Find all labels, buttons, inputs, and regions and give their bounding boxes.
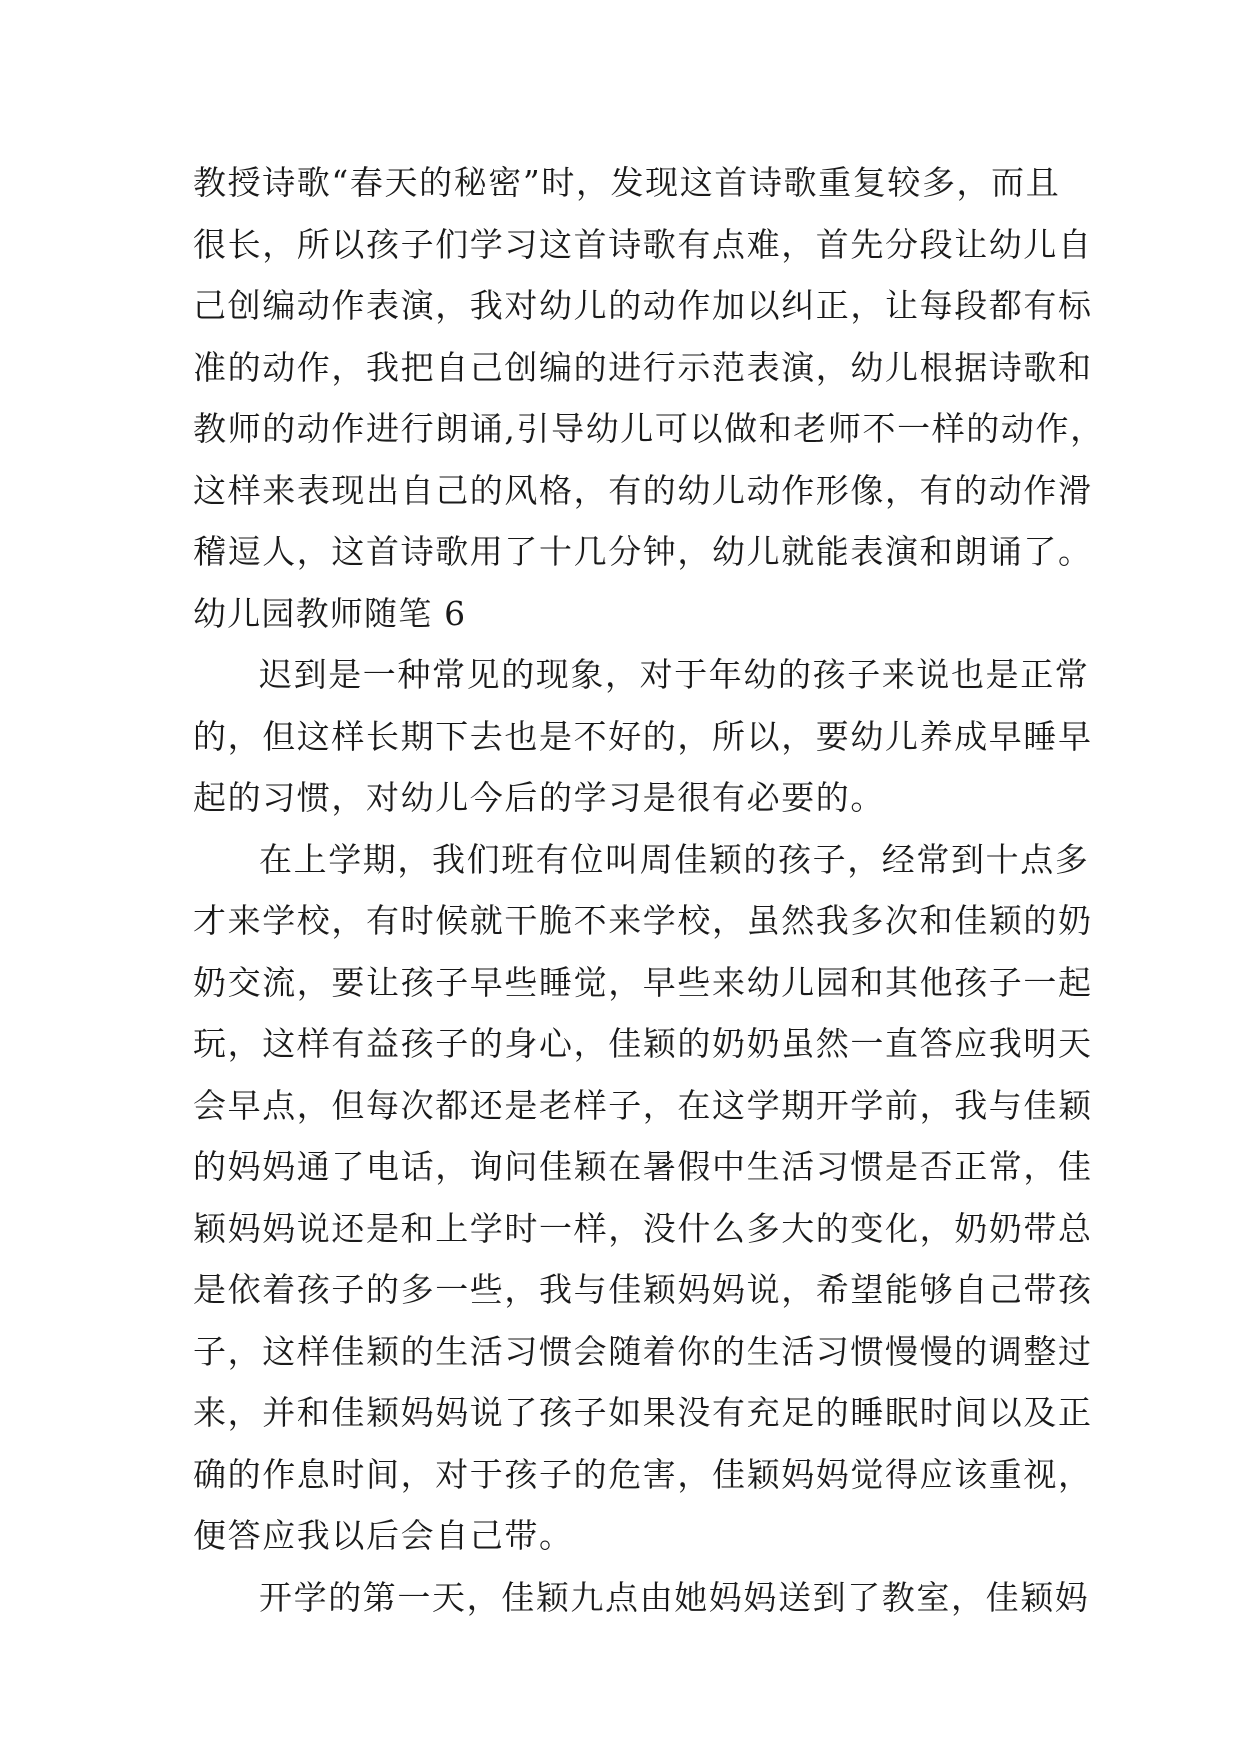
- text-line: 玩，这样有益孩子的身心，佳颖的奶奶虽然一直答应我明天: [193, 1024, 1093, 1063]
- text-line: 稽逗人，这首诗歌用了十几分钟，幼儿就能表演和朗诵了。: [193, 532, 1093, 571]
- text-line: 起的习惯，对幼儿今后的学习是很有必要的。: [193, 778, 885, 817]
- text-line: 教授诗歌“春天的秘密”时，发现这首诗歌重复较多，而且: [193, 163, 1061, 202]
- text-line: 己创编动作表演，我对幼儿的动作加以纠正，让每段都有标: [193, 286, 1093, 325]
- text-line: 的，但这样长期下去也是不好的，所以，要幼儿养成早睡早: [193, 716, 1093, 756]
- text-line: 开学的第一天，佳颖九点由她妈妈送到了教室，佳颖妈: [259, 1577, 1090, 1617]
- text-line: 很长，所以孩子们学习这首诗歌有点难，首先分段让幼儿自: [193, 224, 1093, 264]
- text-line: 颖妈妈说还是和上学时一样，没什么多大的变化，奶奶带总: [193, 1208, 1093, 1248]
- text-line: 来，并和佳颖妈妈说了孩子如果没有充足的睡眠时间以及正: [193, 1393, 1093, 1432]
- paragraph: [193, 829, 1093, 1567]
- text-line: 才来学校，有时候就干脆不来学校，虽然我多次和佳颖的奶: [193, 901, 1093, 940]
- text-line: 教师的动作进行朗诵,引导幼儿可以做和老师不一样的动作，: [193, 409, 1105, 448]
- document-body: [193, 152, 1105, 1628]
- heading-text: 幼儿园教师随笔 6: [193, 593, 467, 633]
- text-line: 便答应我以后会自己带。: [193, 1516, 574, 1555]
- text-line: 在上学期，我们班有位叫周佳颖的孩子，经常到十点多: [259, 839, 1090, 879]
- paragraph: [193, 644, 1093, 829]
- text-line: 确的作息时间，对于孩子的危害，佳颖妈妈觉得应该重视，: [193, 1454, 1093, 1494]
- text-line: 迟到是一种常见的现象，对于年幼的孩子来说也是正常: [259, 655, 1090, 694]
- text-line: 这样来表现出自己的风格，有的幼儿动作形像，有的动作滑: [193, 470, 1093, 510]
- text-line: 子，这样佳颖的生活习惯会随着你的生活习惯慢慢的调整过: [193, 1331, 1093, 1371]
- text-line: 会早点，但每次都还是老样子，在这学期开学前，我与佳颖: [193, 1085, 1093, 1125]
- text-line: 的妈妈通了电话，询问佳颖在暑假中生活习惯是否正常，佳: [193, 1147, 1093, 1186]
- section-heading: [193, 583, 1053, 645]
- paragraph: [193, 152, 1105, 583]
- text-line: 准的动作，我把自己创编的进行示范表演，幼儿根据诗歌和: [193, 347, 1093, 387]
- text-line: 奶交流，要让孩子早些睡觉，早些来幼儿园和其他孩子一起: [193, 962, 1093, 1002]
- paragraph: [193, 1567, 1090, 1629]
- text-line: 是依着孩子的多一些，我与佳颖妈妈说，希望能够自己带孩: [193, 1270, 1093, 1309]
